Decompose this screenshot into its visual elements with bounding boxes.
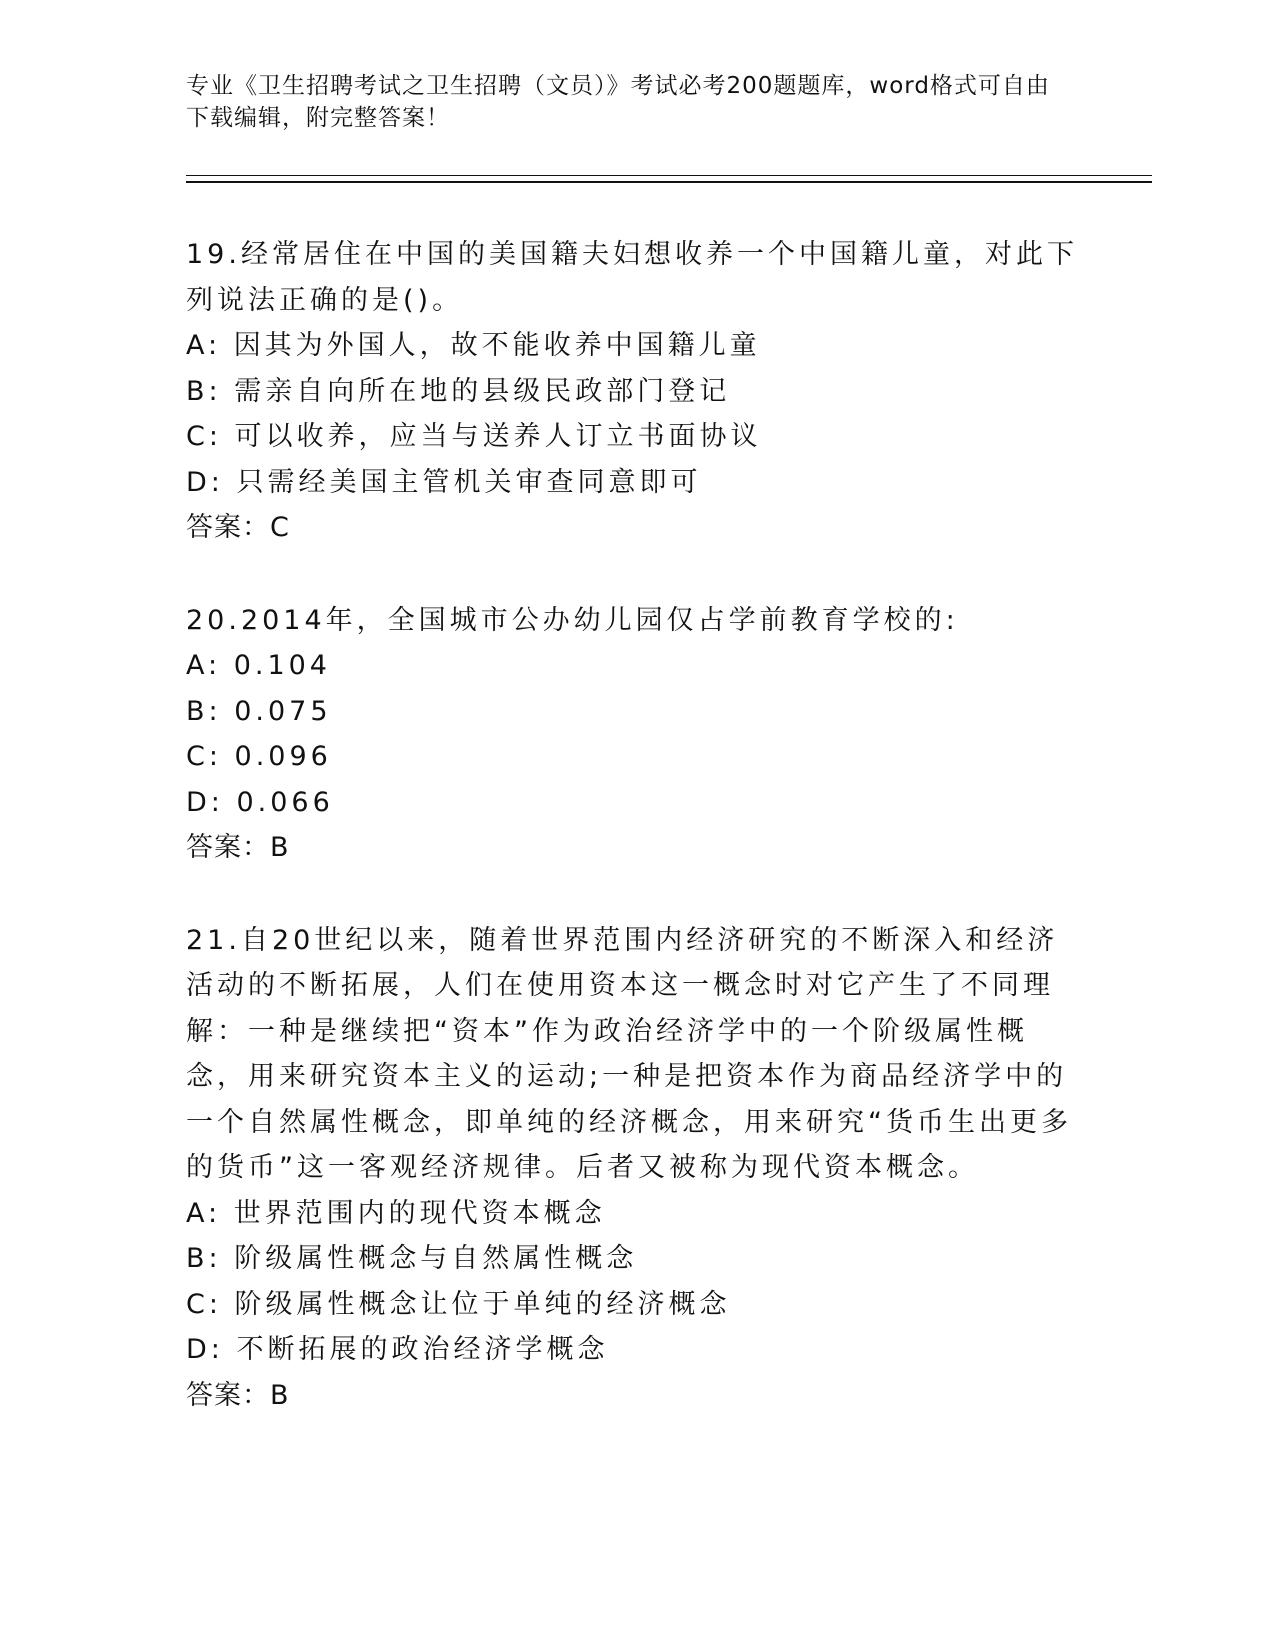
option-letter: A: [186,1197,234,1229]
option-text: 世界范围内的现代资本概念 [233,1197,606,1229]
document-header [186,70,1066,134]
option-letter: D: [186,1334,237,1365]
option-letter: D: [186,786,237,818]
option-letter: C: [186,1288,235,1320]
option-a [186,323,1086,369]
answer-line: 答案：B [186,832,290,863]
option-text: 0.096 [234,741,332,772]
answer-line: 答案：C [186,512,290,543]
question-19 [186,232,1086,551]
option-text: 0.066 [236,786,334,818]
option-letter: C: [186,741,235,772]
option-text: 可以收养，应当与送养人订立书面协议 [234,421,762,452]
option-c [186,1282,1086,1328]
option-d [186,1327,1086,1373]
option-b [186,689,1086,735]
option-c [186,734,1086,780]
option-b [186,1236,1086,1282]
option-letter: B: [186,1243,235,1274]
question-20 [186,598,1086,871]
option-c [186,414,1086,460]
option-a [186,643,1086,689]
question-stem: 20.2014年，全国城市公办幼儿园仅占学前教育学校的: [186,604,959,636]
option-text: 不断拓展的政治经济学概念 [236,1334,609,1365]
option-text: 需亲自向所在地的县级民政部门登记 [234,375,731,407]
option-text: 0.075 [234,695,332,727]
question-21 [186,918,1086,1419]
option-letter: B: [186,375,235,407]
option-letter: A: [186,650,234,681]
question-stem: 19.经常居住在中国的美国籍夫妇想收养一个中国籍儿童，对此下列说法正确的是()。 [186,239,1078,316]
option-letter: D: [186,466,237,498]
answer-line: 答案：B [186,1379,290,1411]
option-letter: B: [186,695,235,727]
option-b [186,369,1086,415]
header-divider-thick [186,181,1152,183]
option-text: 只需经美国主管机关审查同意即可 [236,466,702,498]
option-text: 0.104 [233,650,331,681]
option-text: 阶级属性概念与自然属性概念 [234,1243,638,1274]
question-list [186,232,1086,1465]
question-stem: 21.自20世纪以来，随着世界范围内经济研究的不断深入和经济活动的不断拓展，人们在使用资本这一概念时对它产生了不同理解：一种是继续把“资本”作为政治经济学中的一个阶级属性概念，用来研究资本主义的运动;一种是把资本作为商品经济学中的一个自然属性概念，即单纯的经济概念，用来研究“货币生出更多的货币”这一客观经济规律。后者又被称为现代资本概念。 [186,924,1072,1183]
header-text: 专业《卫生招聘考试之卫生招聘（文员）》考试必考200题题库，word格式可自由下载编辑，附完整答案！ [186,73,1050,131]
option-text: 因其为外国人，故不能收养中国籍儿童 [233,330,761,361]
option-letter: C: [186,421,235,452]
option-a [186,1191,1086,1237]
option-d [186,460,1086,506]
option-text: 阶级属性概念让位于单纯的经济概念 [234,1288,731,1320]
header-divider-thin [186,175,1152,176]
option-letter: A: [186,330,234,361]
option-d [186,780,1086,826]
